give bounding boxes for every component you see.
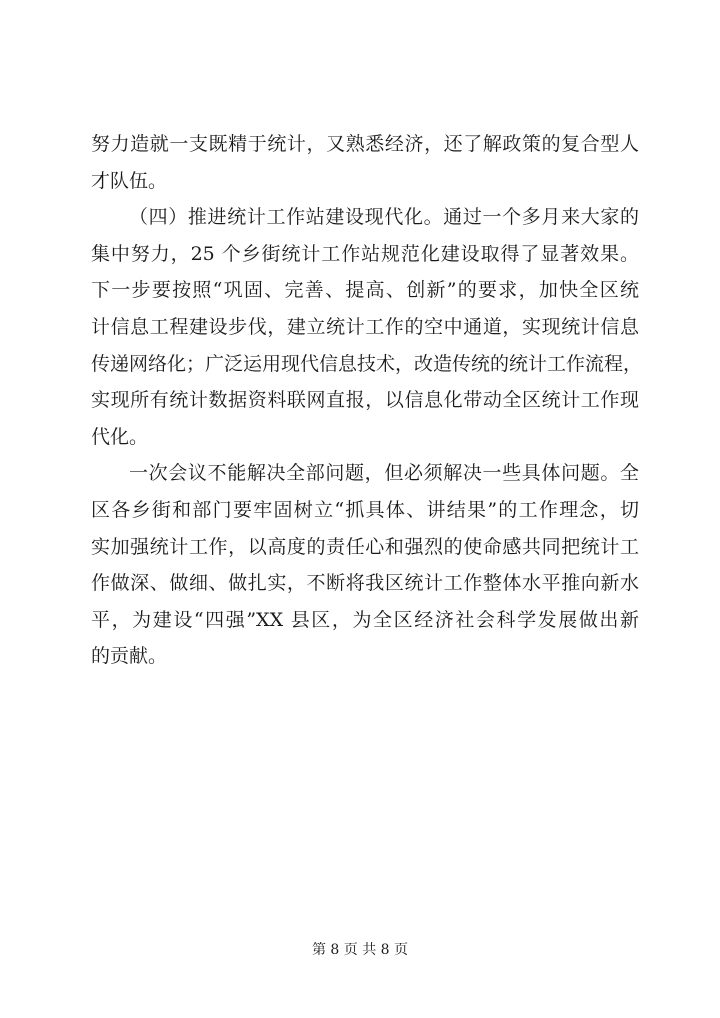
document-body xyxy=(91,126,643,675)
paragraph-line: 才队伍。 xyxy=(91,169,168,192)
paragraph-line: 一次会议不能解决全部问题，但必须解决一些具体问题。全 xyxy=(129,462,639,485)
paragraph-line: 实现所有统计数据资料联网直报，以信息化带动全区统计工作现 xyxy=(91,389,639,412)
paragraph-line: 下一步要按照“巩固、完善、提高、创新”的要求，加快全区统 xyxy=(91,279,639,302)
paragraph-line: 区各乡街和部门要牢固树立“抓具体、讲结果”的工作理念，切 xyxy=(91,498,639,521)
paragraph-line: （四）推进统计工作站建设现代化。通过一个多月来大家的 xyxy=(129,206,639,229)
paragraph-line: 实加强统计工作，以高度的责任心和强烈的使命感共同把统计工 xyxy=(91,535,639,558)
paragraph-line: 集中努力，25 个乡街统计工作站规范化建设取得了显著效果。 xyxy=(91,242,639,265)
paragraph-line: 努力造就一支既精于统计，又熟悉经济，还了解政策的复合型人 xyxy=(91,133,639,155)
paragraph-line: 传递网络化；广泛运用现代信息技术，改造传统的统计工作流程， xyxy=(91,352,643,375)
paragraph-line: 的贡献。 xyxy=(91,645,168,668)
paragraph-line: 代化。 xyxy=(91,425,149,448)
paragraph-line: 计信息工程建设步伐，建立统计工作的空中通道，实现统计信息 xyxy=(91,315,639,338)
page-number-footer: 第 8 页 共 8 页 xyxy=(311,942,409,958)
paragraph-line: 平，为建设“四强”XX 县区，为全区经济社会科学发展做出新 xyxy=(91,608,639,631)
paragraph-line: 作做深、做细、做扎实，不断将我区统计工作整体水平推向新水 xyxy=(91,572,639,595)
